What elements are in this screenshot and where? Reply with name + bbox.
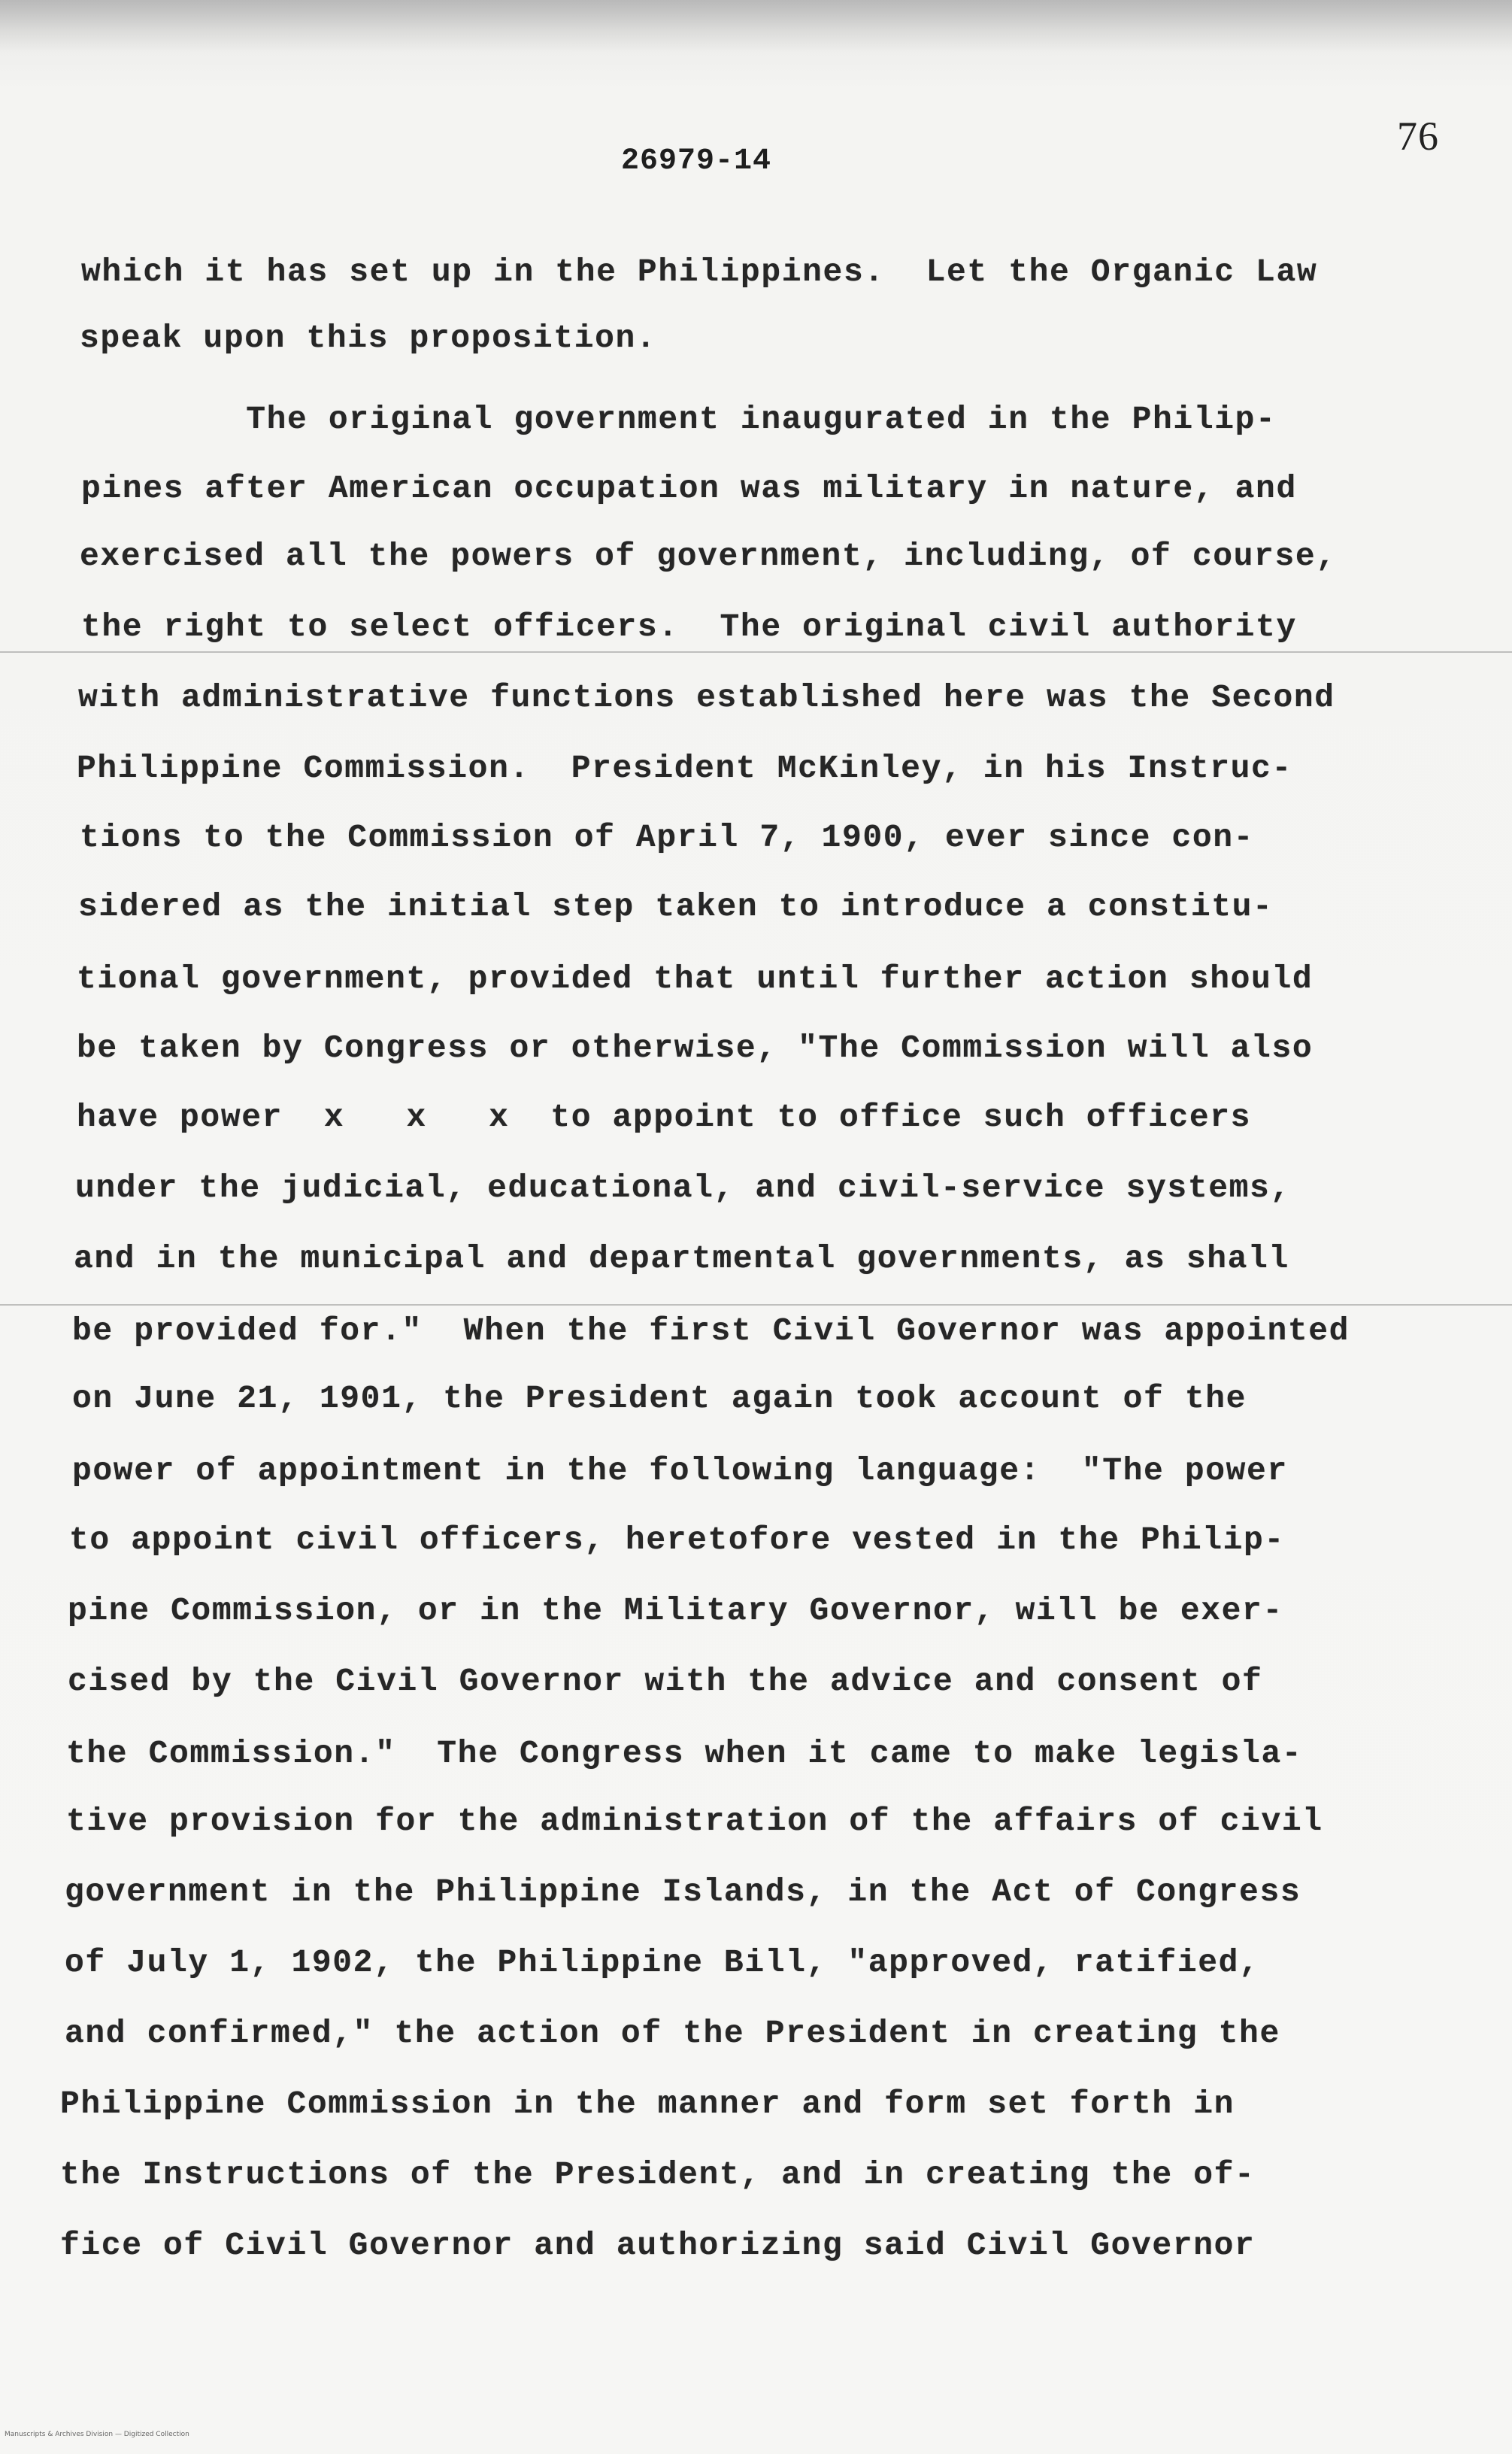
body-line: tions to the Commission of April 7, 1900, ever since con- [80,819,1255,856]
scan-shadow [0,0,1512,53]
body-line: power of appointment in the following language: "The power [72,1452,1288,1489]
body-line: under the judicial, educational, and civil-service systems, [75,1169,1291,1206]
body-line: to appoint civil officers, heretofore vested in the Philip- [69,1521,1285,1558]
body-line: of July 1, 1902, the Philippine Bill, "approved, ratified, [65,1944,1260,1981]
scan-credit: Manuscripts & Archives Division — Digitized Collection [5,2431,189,2438]
body-line: on June 21, 1901, the President again took account of the [72,1380,1247,1417]
body-line: sidered as the initial step taken to introduce a constitu- [78,888,1274,925]
body-line: The original government inaugurated in the Philip- [81,401,1277,438]
body-line: tive provision for the administration of the affairs of civil [66,1803,1323,1840]
body-line: with administrative functions established here was the Second [78,679,1335,716]
body-line: tional government, provided that until further action should [77,960,1314,997]
document-id: 26979-14 [621,144,772,178]
body-line: fice of Civil Governor and authorizing said Civil Governor [60,2227,1256,2264]
body-line: pines after American occupation was military in nature, and [81,470,1297,507]
body-line: exercised all the powers of government, including, of course, [80,538,1337,575]
body-line: Philippine Commission in the manner and form set forth in [60,2085,1235,2122]
body-line: cised by the Civil Governor with the advice and consent of [68,1663,1263,1700]
body-line: pine Commission, or in the Military Governor, will be exer- [68,1592,1283,1629]
body-line: government in the Philippine Islands, in the Act of Congress [65,1873,1301,1910]
scan-artifact-line [0,651,1512,653]
scan-artifact-line [0,1304,1512,1306]
page-number: 76 [1397,114,1439,159]
body-line: have power x x x to appoint to office such officers [77,1099,1252,1136]
body-line: be provided for." When the first Civil Governor was appointed [72,1312,1350,1349]
body-line: Philippine Commission. President McKinley, in his Instruc- [77,750,1292,787]
body-line: which it has set up in the Philippines. Let the Organic Law [81,253,1318,290]
body-line: and confirmed," the action of the President in creating the [65,2015,1280,2052]
body-line: the Instructions of the President, and in creating the of- [60,2156,1256,2193]
body-line: speak upon this proposition. [80,320,657,356]
body-line: the right to select officers. The original civil authority [81,608,1297,645]
body-line: the Commission." The Congress when it came to make legisla- [66,1735,1303,1772]
body-line: be taken by Congress or otherwise, "The Commission will also [77,1030,1314,1066]
body-line: and in the municipal and departmental governments, as shall [74,1240,1289,1277]
